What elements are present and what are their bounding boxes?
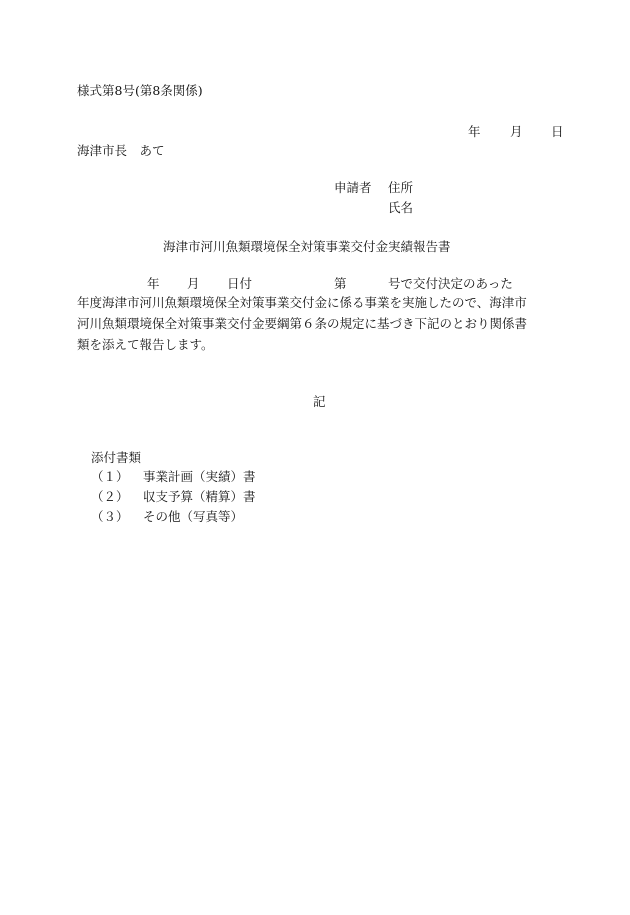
attachment-number: （３）: [91, 509, 129, 524]
document-title: 海津市河川魚類環境保全対策事業交付金実績報告書: [163, 239, 451, 254]
body-text-line: 年度海津市河川魚類環境保全対策事業交付金に係る事業を実施したので、海津市: [77, 295, 527, 310]
addressee: 海津市長 あて: [77, 143, 165, 158]
date-month-label: 月: [510, 124, 523, 139]
ki-heading: 記: [313, 394, 326, 409]
attachments-heading: 添付書類: [91, 450, 142, 465]
address-label: 住所: [388, 180, 414, 195]
reference-date-label: 日付: [227, 276, 253, 291]
attachment-item: [91, 471, 256, 484]
attachment-number: （１）: [91, 469, 129, 484]
date-day-label: 日: [551, 124, 564, 139]
attachment-label: 事業計画（実績）書: [143, 469, 256, 484]
form-number: 様式第8号(第8条関係): [77, 83, 203, 98]
body-text-line: 類を添えて報告します。: [77, 337, 214, 352]
reference-year-label: 年: [147, 276, 160, 291]
attachment-label: 収支予算（精算）書: [143, 489, 256, 504]
reference-issued-text: 号で交付決定のあった: [388, 276, 513, 291]
attachment-number: （２）: [91, 489, 129, 504]
applicant-label: 申請者: [334, 180, 372, 195]
body-text-line: 河川魚類環境保全対策事業交付金要綱第６条の規定に基づき下記のとおり関係書: [77, 316, 528, 331]
reference-number-prefix: 第: [334, 276, 347, 291]
attachment-item: [91, 511, 243, 524]
reference-month-label: 月: [187, 276, 200, 291]
date-year-label: 年: [468, 124, 481, 139]
attachment-item: [91, 491, 256, 504]
attachment-label: その他（写真等）: [143, 509, 244, 524]
name-label: 氏名: [388, 200, 414, 215]
